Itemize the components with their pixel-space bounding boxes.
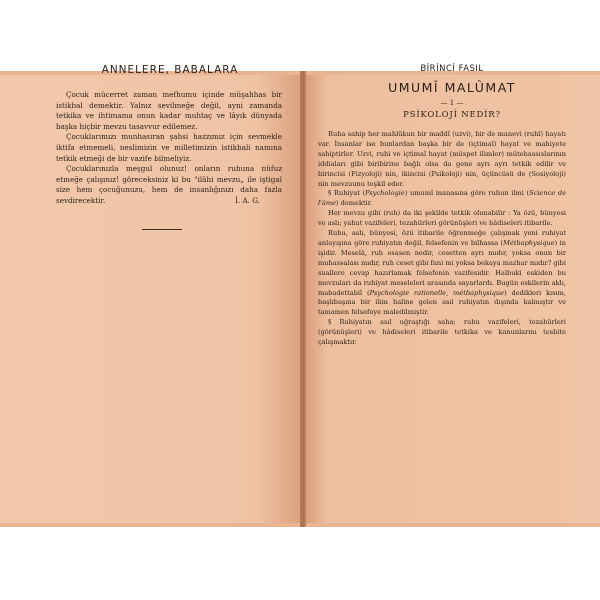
left-paragraph-2: Çocuklarımızı munhasıran şahsi hazzımız için sevmekle iktifa etmemeli, neslimizin ve milletimizin istikbali namına tetkik etmeği de bir vazife bilmeliyiz. bbox=[56, 132, 282, 163]
text-run: Ruhu, aslı, bünyesi, özü itibarile öğrenmeğe çalışmak yeni ruhiyat anlayışına göre ruhiyatın değil, felsefenin ve bilhassa ( bbox=[318, 229, 566, 247]
italic-term: Psychologie bbox=[365, 189, 405, 198]
section-title: PSİKOLOJİ NEDİR? bbox=[403, 110, 501, 120]
text-run: ) umumî manasına göre ruhun ilmi ( bbox=[404, 189, 530, 198]
text-run: ) dedikleri kısım, başlıbaşına bir ilim haline gelen asıl ruhiyatın dışında kalmıştır ve tamamen felsefeye maledilmiştir. bbox=[318, 288, 567, 317]
italic-term: Science de l'âme bbox=[318, 189, 566, 208]
italic-term: Psychologie rationelle, métbaphysique bbox=[369, 288, 505, 297]
right-paragraph-5: § Ruhiyatın asıl uğraştığı saha; ruhu vazifeleri, tezahürleri (görünüşleri) ve hâdiseleri itibarile tetkika ve kanunlarını tesbite çalışmaktır. bbox=[318, 318, 566, 347]
right-paragraph-4 bbox=[318, 229, 566, 318]
chapter-label: BİRİNCİ FASIL bbox=[420, 64, 484, 74]
text-run: § Ruhiyat ( bbox=[328, 189, 366, 198]
text-run: ) demektir. bbox=[336, 199, 373, 208]
right-paragraph-3: Her mevzu gibi (ruh) da iki şekilde tetkik olunabilir : Ya özü, bünyesi ve aslı; yahut vazifeleri, tezahürleri görünüşleri ve hâdiseleri itibarile. bbox=[318, 209, 566, 228]
text-run: ) in işidir. Meselâ, ruh esasen nedir, cesetten ayrı mıdır, yoksa onun bir muhassalası mıdır, ruh ceset gibi fani mi yoksa bekaya mazhar mıdır? gibi suallere cevap hazırlamak felsefenin vazifesidir. Halbuki eskiden bu mevzuları da ruhiyat meseleleri arasında sayarlardı. Bugün eskilerin aklı, mabadettabiî ( bbox=[318, 238, 566, 297]
left-page-body bbox=[56, 90, 282, 207]
section-divider bbox=[142, 229, 182, 230]
italic-term: Métbaphysique bbox=[503, 238, 555, 247]
signature: İ. A. G. bbox=[235, 195, 260, 205]
book-gutter bbox=[300, 71, 306, 527]
left-page-title: ANNELERE, BABALARA bbox=[101, 64, 239, 76]
right-paragraph-2 bbox=[318, 189, 566, 209]
chapter-title: UMUMÎ MALÛMAT bbox=[388, 80, 516, 95]
right-paragraph-1: Ruha sahip her mahlûkun bir maddî (uzvi), bir de manevi (ruhî) hayatı var. İnsanlar ise bunlardan başka bir de (içtimaî) hayat ve mahiyete sahiptirler. Uzvi, ruhi ve içtimaî hayat (müspet ilimler) mütehassıslarının iddiaları gibi biribirine bağlı olsa da gene ayrı ayrı tetkik edilir ve birincisi (Fizyoloji) nin, ikincisi (Psikoloji) nin, üçüncüsü de (Sosiyoloji) nin mevzuunu teşkil eder. bbox=[318, 130, 566, 188]
section-number: — 1 — bbox=[440, 99, 464, 107]
left-paragraph-1: Çocuk mücerret zaman mefhumu içinde müşahhas bir istikbal demektir. Yalnız sevilmeğe değil, ayni zamanda tetkika ve ihtimama onun kadar muhtaç ve lâyık dünyada başka hiçbir mevzu tasavvur edilemez. bbox=[56, 90, 282, 131]
left-paragraph-3: Çocuklarınızla meşgul olunuz! onların ruhuna nüfuz etmeğe çalışınız! göreceksiniz ki bu "ilâhi mevzu„ ile iştigal size hem çocuğunuzu, hem de insanlığınızı daha fazla sevdirecektir. bbox=[56, 164, 282, 205]
right-page-body bbox=[318, 130, 566, 348]
